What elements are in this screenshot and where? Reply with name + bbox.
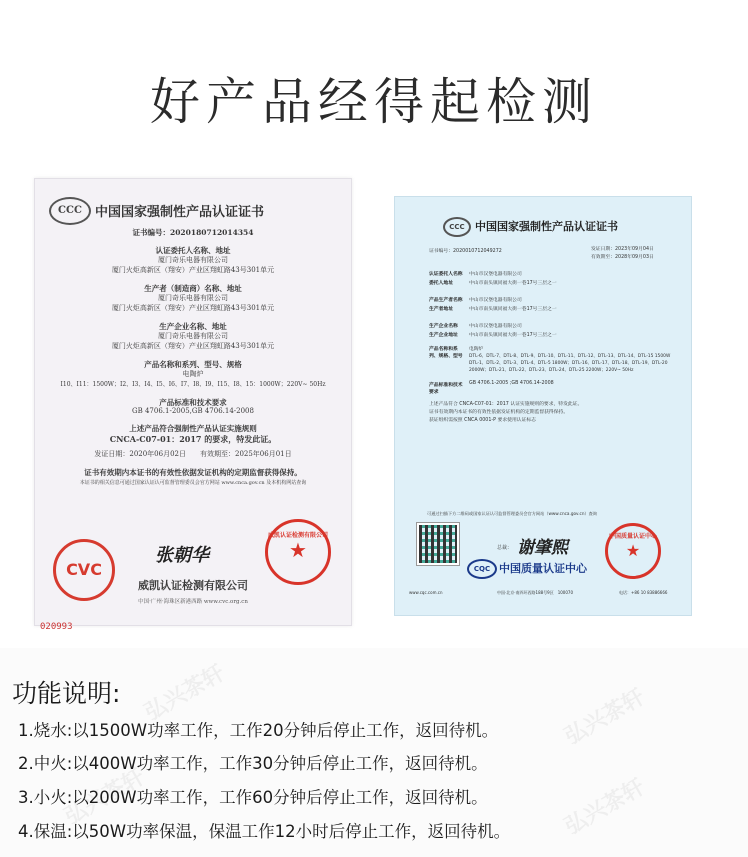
feature-item-keep-warm: 4.保温:以50W功率保温，保温工作12小时后停止工作，返回待机。: [18, 822, 511, 841]
watermark: 弘兴茶轩: [140, 660, 230, 727]
factory-label: 生产企业名称、地址: [159, 322, 227, 331]
page-headline: 好产品经得起检测: [150, 73, 598, 131]
certificate-cvc: [34, 178, 352, 626]
product-name: 电陶炉: [182, 370, 204, 378]
cert-no-label: 证书编号：: [132, 228, 170, 237]
validity-note: 证书有效期内本证书的有效性依据发证机构的定期监督获得保持。: [84, 468, 302, 477]
query-note: 本证书的相关信息可通过国家认证认可监督管理委员会官方网站 www.cnca.gov.cn 及本机构网站查询: [79, 480, 307, 486]
rule-code: CNCA-C07-01：2017 的要求，特发此证。: [109, 434, 277, 444]
cqc-name: 中国质量认证中心: [499, 562, 587, 575]
issue-dates: 发证日期：2020年06月02日 有效期至：2025年06月01日: [94, 450, 292, 458]
footer-website: www.cqc.com.cn: [409, 590, 443, 595]
certificate-serial: 020993: [40, 622, 73, 632]
watermark: 弘兴茶轩: [60, 764, 150, 831]
cert-no: 证书编号：2020010712049272: [429, 249, 502, 254]
standard-label: 产品标准和技术要求: [429, 383, 463, 395]
red-seal-icon: [265, 519, 331, 585]
issuer-name: 威凯认证检测有限公司: [138, 579, 248, 592]
seal-star-icon: ★: [625, 541, 641, 560]
standard-value: GB 4706.1-2005 ;GB 4706.14-2008: [469, 381, 554, 386]
red-seal-icon: [605, 523, 661, 579]
maker-address: 中山市南头镇同福大街一巷17号三层之一: [469, 307, 557, 312]
ccc-logo-icon: CCC: [49, 197, 91, 225]
product-name: 电陶炉: [469, 347, 484, 352]
maker-name: 厦门奇乐电器有限公司: [158, 294, 228, 302]
client-label: 认证委托人名称: [429, 272, 463, 277]
watermark: 弘兴茶轩: [560, 684, 650, 751]
signature: 谢肇熙: [517, 538, 568, 558]
signature: 张朝华: [155, 545, 209, 566]
product-models-2: DTL-1、DTL-2、DTL-3、DTL-4、DTL-5 1800W；DTL-16、DTL-17、DTL-18、DTL-19、DTL-20: [469, 361, 668, 366]
seal-text: 威凯认证检测有限公司: [268, 532, 329, 539]
rule-line: 上述产品符合强制性产品认证实施规则: [129, 424, 257, 433]
factory-address-label: 生产企业地址: [429, 333, 458, 338]
factory-address: 中山市南头镇同福大街一巷17号三层之一: [469, 333, 557, 338]
certificate-title: 中国国家强制性产品认证证书: [475, 220, 618, 233]
seal-text: 中国质量认证中心: [608, 533, 657, 540]
cvc-logo-icon: CVC: [53, 539, 115, 601]
rule-line-3: 获证组织需按照 CNCA 0001-P 要求使用认证标志: [429, 418, 536, 423]
feature-item-low-heat: 3.小火:以200W功率工作，工作60分钟后停止工作，返回待机。: [18, 788, 488, 807]
standard-value: GB 4706.1-2005,GB 4706.14-2008: [132, 407, 254, 415]
footer-address: 中国·北京·南四环西路188号9区 100070: [497, 590, 573, 595]
ccc-logo-icon: CCC: [443, 217, 471, 237]
factory-name: 中山市汉堡电器有限公司: [469, 324, 522, 329]
factory-name: 厦门奇乐电器有限公司: [158, 332, 228, 340]
maker-address-label: 生产者地址: [429, 307, 453, 312]
factory-address: 厦门火炬高新区（翔安）产业区翔虹路43号301单元: [111, 342, 275, 350]
product-models: I10、I11：1500W；I2、I3、I4、I5、I6、I7、I8、I9、I15、I8、15：1000W；220V~ 50Hz: [60, 381, 326, 388]
product-models-3: 2000W；DTL-21、DTL-22、DTL-23、DTL-24、DTL-25 2200W；220V~ 50Hz: [469, 368, 634, 373]
qr-code-icon: [417, 523, 459, 565]
product-label: 产品名称和系列、型号、规格: [144, 360, 242, 369]
factory-label: 生产企业名称: [429, 324, 458, 329]
feature-item-boil: 1.烧水:以1500W功率工作，工作20分钟后停止工作，返回待机。: [18, 721, 499, 740]
maker-name: 中山市汉堡电器有限公司: [469, 298, 522, 303]
rule-line-2: 证书有效期内本证书的有效性依据发证机构的定期监督获得保持。: [429, 410, 569, 415]
maker-label: 产品生产者名称: [429, 298, 463, 303]
signature-label: 总裁：: [497, 545, 513, 551]
watermark: 弘兴茶轩: [560, 774, 650, 841]
seal-star-icon: ★: [289, 538, 307, 562]
client-name: 中山市汉堡电器有限公司: [469, 272, 522, 277]
client-label: 认证委托人名称、地址: [155, 246, 231, 255]
maker-label: 生产者（制造商）名称、地址: [144, 284, 242, 293]
expiry-date: 有效期至：2028年09月03日: [591, 255, 654, 260]
cqc-logo-icon: CQC: [467, 559, 497, 579]
certificate-cqc: [394, 196, 692, 616]
query-note: 可通过扫描下方二维码或国家认证认可监督管理委员会官方网站（www.cnca.gov.cn）查询: [427, 511, 598, 516]
product-label: 产品名称和系列、规格、型号: [429, 347, 463, 359]
issue-date: 发证日期：2023年09月04日: [591, 247, 654, 252]
rule-line-1: 上述产品符合 CNCA-C07-01：2017 认证实施规则的要求，特发此证。: [429, 402, 583, 407]
maker-address: 厦门火炬高新区（翔安）产业区翔虹路43号301单元: [111, 304, 275, 312]
product-models-1: DTL-6、DTL-7、DTL-8、DTL-9、DTL-10、DTL-11、DTL-12、DTL-13、DTL-14、DTL-15 1500W: [469, 354, 671, 359]
issuer-address: 中国·广州·海珠区新港西路 www.cvc.org.cn: [138, 599, 248, 605]
cert-no: 2020180712014354: [170, 228, 254, 237]
footer-phone: 电话：+86 10 83886666: [619, 590, 668, 595]
features-title: 功能说明:: [12, 679, 121, 708]
certificate-title: 中国国家强制性产品认证证书: [95, 205, 265, 220]
client-address-label: 委托人地址: [429, 281, 453, 286]
client-address: 厦门火炬高新区（翔安）产业区翔虹路43号301单元: [111, 266, 275, 274]
client-address: 中山市南头镇同福大街一巷17号三层之一: [469, 281, 557, 286]
feature-item-medium-heat: 2.中火:以400W功率工作，工作30分钟后停止工作，返回待机。: [18, 754, 488, 773]
standard-label: 产品标准和技术要求: [159, 398, 227, 407]
client-name: 厦门奇乐电器有限公司: [158, 256, 228, 264]
certificate-number-line: [43, 227, 343, 238]
